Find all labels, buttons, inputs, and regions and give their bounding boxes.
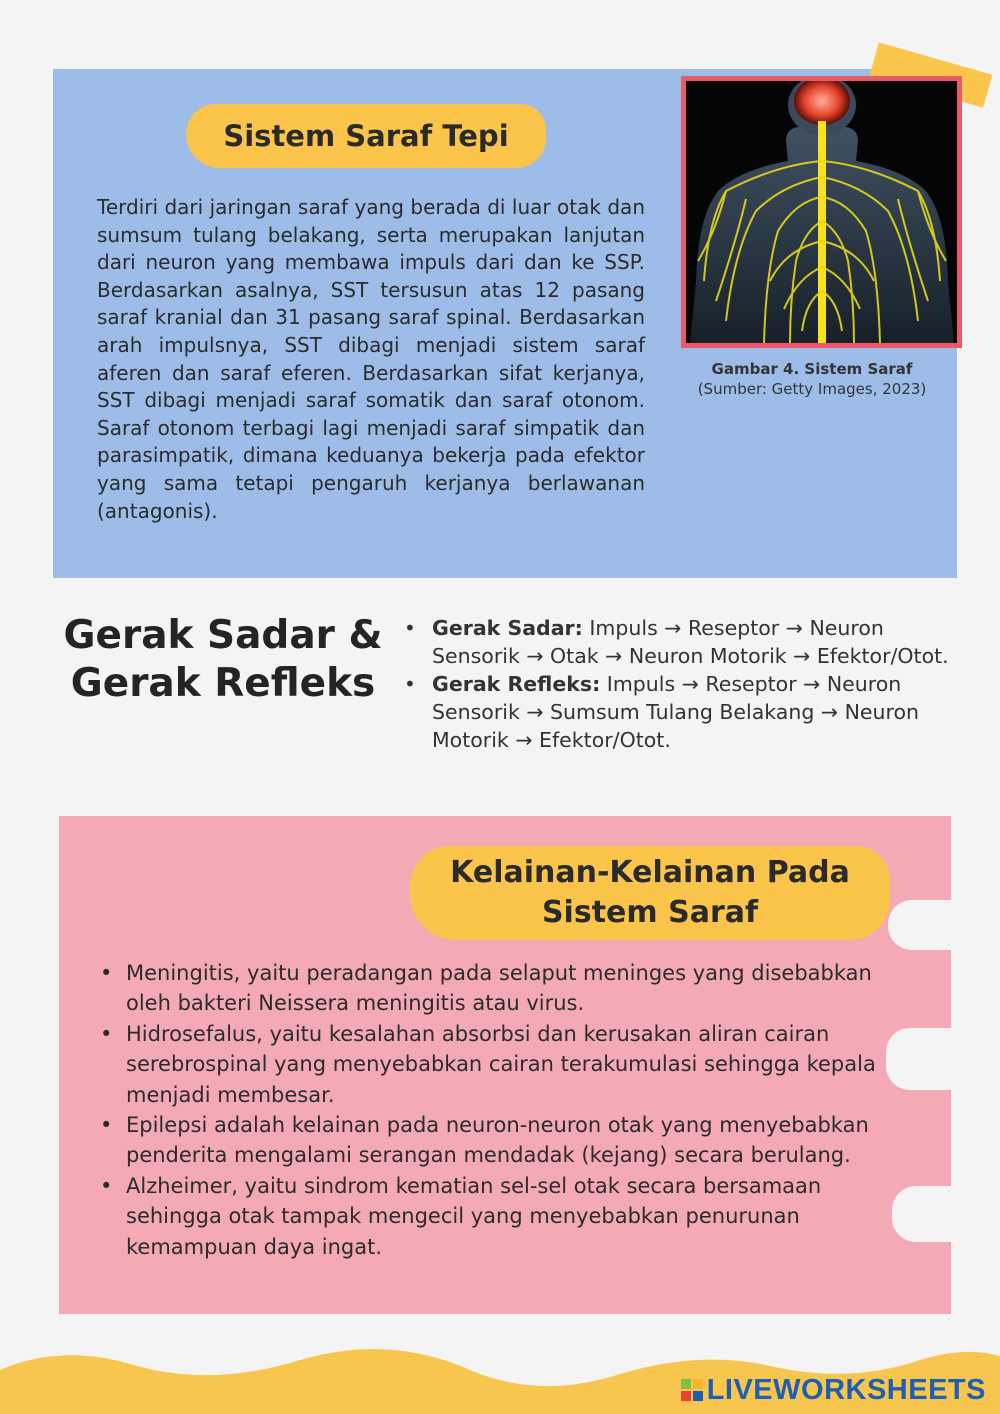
kelainan-title: [410, 846, 890, 940]
panel-notch: [888, 900, 954, 950]
gerak-refleks-text: Impuls → Reseptor → Neuron Sensorik → Sumsum Tulang Belakang → Neuron Motorik → Efektor/Otot.: [432, 672, 920, 752]
list-item: • Hidrosefalus, yaitu kesalahan absorbsi dan kerusakan aliran cairan serebrospinal yang menyebabkan cairan terakumulasi sehingga kepala menjadi membesar.: [100, 1019, 900, 1110]
sst-title: Sistem Saraf Tepi: [223, 119, 509, 153]
kelainan-title-line2: Sistem Saraf: [541, 895, 759, 930]
image-caption-source: (Sumber: Getty Images, 2023): [697, 380, 927, 398]
list-item: • Meningitis, yaitu peradangan pada selaput meninges yang disebabkan oleh bakteri Neissera meningitis atau virus.: [100, 958, 900, 1019]
image-caption-title: Gambar 4. Sistem Saraf: [711, 360, 913, 378]
nervous-system-image: [686, 81, 957, 343]
list-item: [404, 614, 964, 670]
nervous-system-illustration-icon: [686, 81, 957, 343]
list-item: [404, 670, 964, 754]
panel-notch: [892, 1186, 954, 1242]
sst-paragraph: Terdiri dari jaringan saraf yang berada di luar otak dan sumsum tulang belakang, serta merupakan lanjutan dari neuron yang membawa impuls dari dan ke SSP. Berdasarkan asalnya, SST tersusun atas 12 pasang saraf kranial dan 31 pasang saraf spinal. Berdasarkan arah impulsnya, SST dibagi menjadi sistem saraf aferen dan saraf eferen. Berdasarkan sifat kerjanya, SST dibagi menjadi saraf somatik dan saraf otonom. Saraf otonom terbagi lagi menjadi saraf simpatik dan parasimpatik, dimana keduanya bekerja pada efektor yang sama tetapi pengaruh kerjanya berlawanan (antagonis).: [97, 195, 645, 523]
gerak-heading: [58, 612, 388, 708]
brand-name: LIVEWORKSHEETS: [706, 1373, 986, 1406]
list-item: • Alzheimer, yaitu sindrom kematian sel-sel otak secara bersamaan sehingga otak tampak mengecil yang menyebabkan penurunan kemampuan daya ingat.: [100, 1171, 900, 1262]
kelainan-title-line1: Kelainan-Kelainan Pada: [450, 855, 850, 890]
liveworksheets-logo-icon: [681, 1379, 703, 1401]
kelainan-list: [100, 958, 900, 1262]
gerak-list: [404, 614, 964, 754]
gerak-heading-line1: Gerak Sadar &: [63, 613, 383, 658]
list-item: • Epilepsi adalah kelainan pada neuron-neuron otak yang menyebabkan penderita mengalami serangan mendadak (kejang) secara berulang.: [100, 1110, 900, 1171]
gerak-sadar-text: Impuls → Reseptor → Neuron Sensorik → Otak → Neuron Motorik → Efektor/Otot.: [432, 616, 949, 668]
gerak-refleks-label: Gerak Refleks:: [432, 672, 601, 696]
brand-logo[interactable]: [681, 1374, 986, 1406]
gerak-heading-line2: Gerak Refleks: [70, 661, 376, 706]
gerak-sadar-label: Gerak Sadar:: [432, 616, 583, 640]
